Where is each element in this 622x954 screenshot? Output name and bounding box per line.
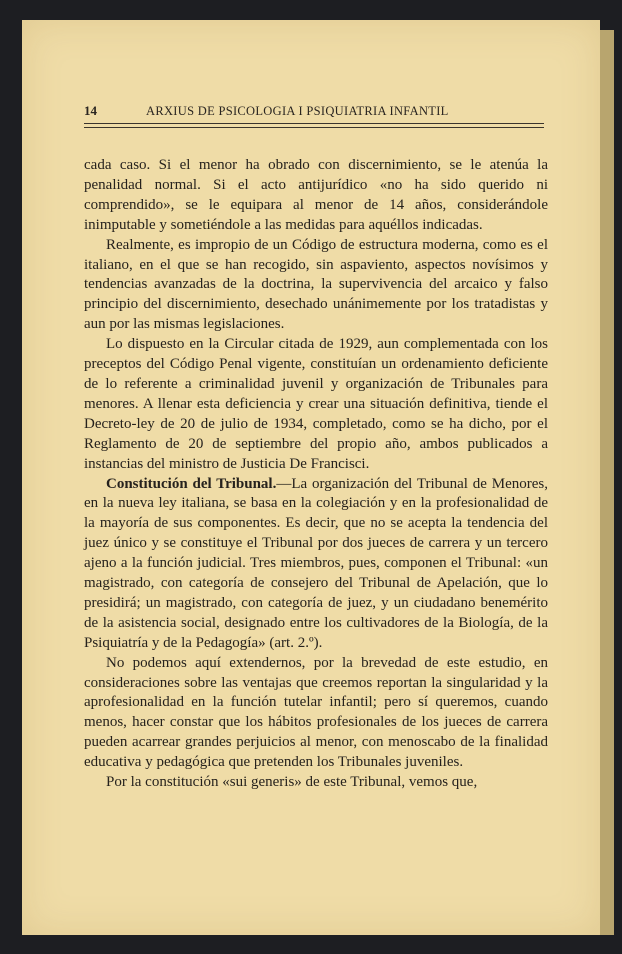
paragraph-5: No podemos aquí extendernos, por la brevedad de este estudio, en consideraciones sobre las ventajas que creemos reportan la singularidad y la aprofesionalidad en la función tutelar infantil; pero sí queremos, cuando menos, hacer constar que los hábitos profesionales de los jueces de carrera pueden acarrear grandes perjuicios al menor, con menoscabo de la finalidad educativa y pedagógica que pretenden los Tribunales juveniles. [84,654,548,771]
paragraph-2: Realmente, es impropio de un Código de estructura moderna, como es el italiano, en el que se han recogido, sin aspaviento, aspectos novísimos y tendencias avanzadas de la doctrina, la supervivencia del arcaico y falso principio del discernimiento, desechado unánimemente por los tratadistas y aun por las mismas legislaciones. [84,236,548,333]
paragraph-1: cada caso. Si el menor ha obrado con discernimiento, se le atenúa la penalidad normal. Si el acto antijurídico «no ha sido querido ni comprendido», se le equipara al menor de 14 años, considerándole inimputable y sometiéndole a las medidas para aquéllos indicadas. [84,157,548,233]
paragraph-4-text: —La organización del Tribunal de Menores, en la nueva ley italiana, se basa en la colegiación y en la profesionalidad de la mayoría de sus componentes. Es decir, que no se acepta la tendencia del juez único y se constituye el Tribunal por dos jueces de carrera y un tercero ajeno a la función judicial. Tres miembros, pues, componen el Tribunal: «un magistrado, con categoría de consejero del Tribunal de Apelación, que lo presidirá; un magistrado, con categoría de juez, y un ciudadano benemérito de la asistencia social, designado entre los cultivadores de la Biología, de la Psiquiatría y de la Pedagogía» (art. 2.º). [84,475,548,651]
header-rule-top [84,123,544,124]
running-title: ARXIUS DE PSICOLOGIA I PSIQUIATRIA INFANTIL [146,104,449,118]
running-header [84,103,544,123]
paragraph-6: Por la constitución «sui generis» de este Tribunal, vemos que, [106,774,478,791]
section-heading: Constitución del Tribunal. [106,475,277,492]
paragraph-4 [84,475,548,654]
paragraph-3: Lo dispuesto en la Circular citada de 1929, aun complementada con los preceptos del Código Penal vigente, constituían un ordenamiento deficiente de lo referente a criminalidad juvenil y organización de Tribunales para menores. A llenar esta deficiencia y crear una situación definitiva, tiende el Decreto-ley de 20 de julio de 1934, completado, como se ha dicho, por el Reglamento de 20 de septiembre del propio año, ambos publicados a instancias del ministro de Justicia De Francisci. [84,336,548,472]
body-text [84,156,548,793]
page-number: 14 [84,103,97,118]
header-rule-bottom [84,127,544,128]
page-edge [600,30,614,935]
